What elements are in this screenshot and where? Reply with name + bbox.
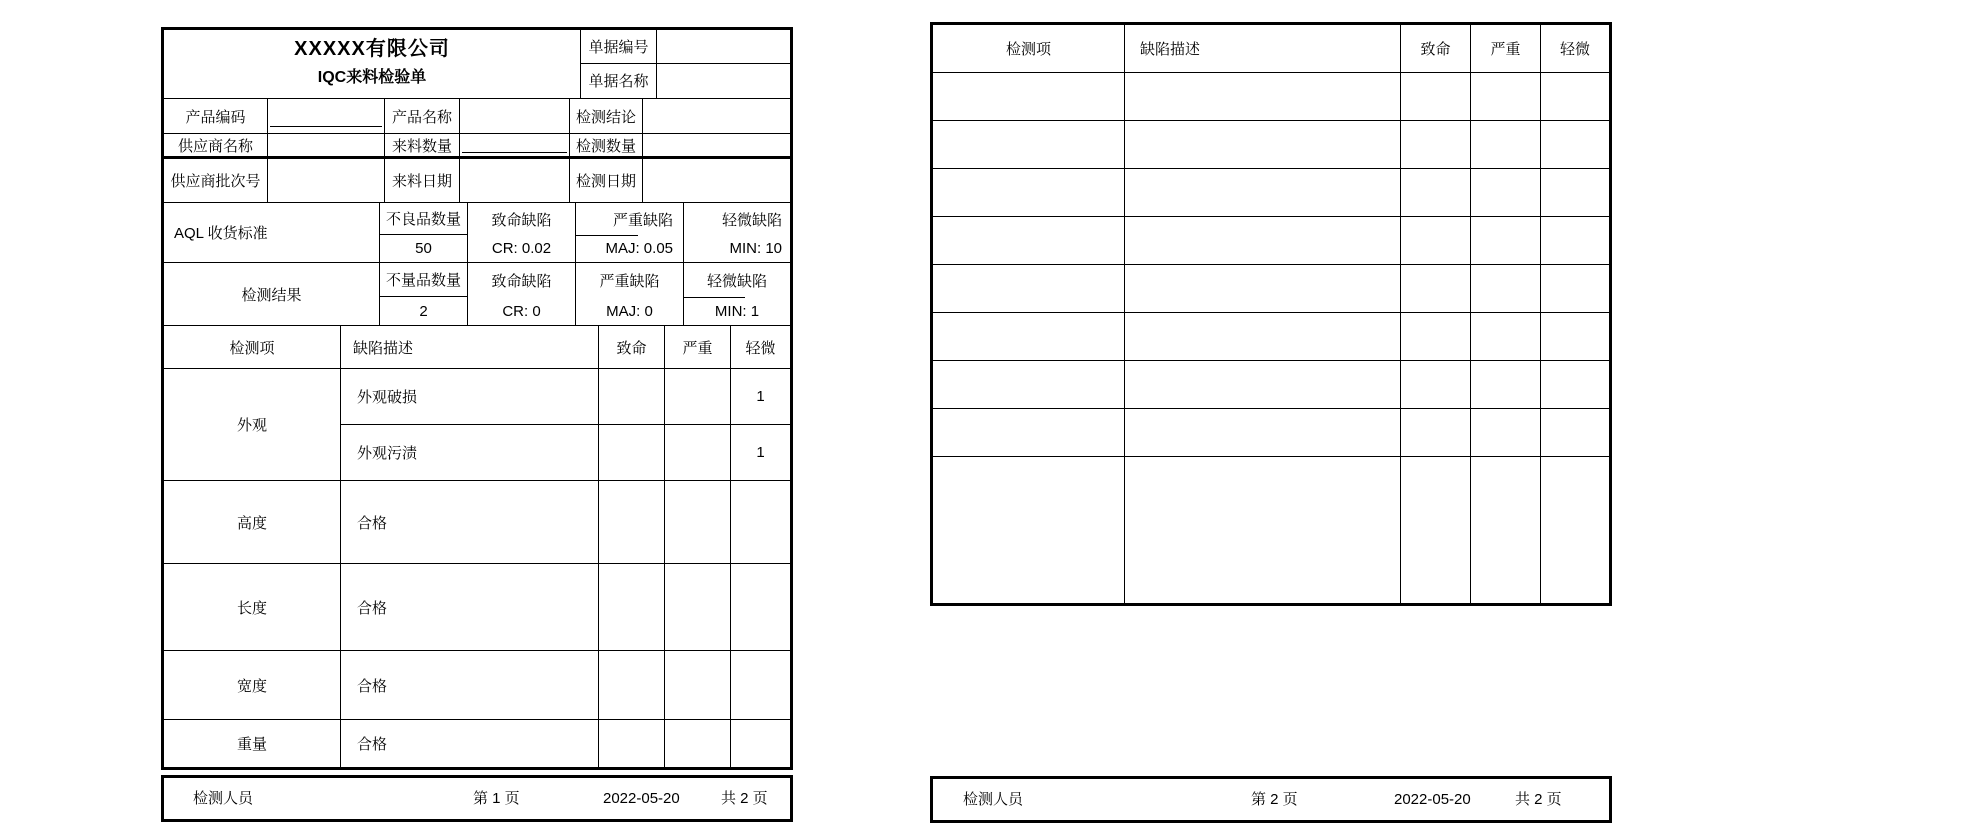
critical-cell xyxy=(599,564,665,650)
desc-cell xyxy=(1125,361,1401,408)
result-critical-value: CR: 0 xyxy=(502,302,541,320)
table-row xyxy=(164,369,790,481)
desc-cell: 外观污渍 xyxy=(341,425,599,481)
incoming-qty-value xyxy=(460,134,570,156)
aql-defect-qty-header: 不良品数量 xyxy=(380,203,467,235)
major-cell xyxy=(1471,121,1541,168)
inspect-result-label: 检测结果 xyxy=(164,263,380,325)
minor-cell xyxy=(1541,121,1609,168)
critical-cell xyxy=(1401,457,1471,603)
critical-cell xyxy=(599,720,665,767)
doc-no-label: 单据编号 xyxy=(581,30,657,63)
minor-cell xyxy=(1541,313,1609,360)
item-cell: 宽度 xyxy=(164,651,341,719)
desc-cell xyxy=(1125,409,1401,456)
table-row xyxy=(164,651,790,720)
desc-cell: 合格 xyxy=(341,564,599,650)
report-date: 2022-05-20 xyxy=(1394,791,1471,808)
incoming-date-value xyxy=(460,159,570,202)
minor-cell xyxy=(1541,169,1609,216)
aql-minor-header: 轻微缺陷 xyxy=(721,211,782,229)
critical-cell xyxy=(599,651,665,719)
product-name-value xyxy=(460,99,570,133)
item-cell xyxy=(933,73,1125,120)
desc-cell: 外观破损 xyxy=(341,369,599,424)
supplier-batch-label: 供应商批次号 xyxy=(164,159,268,202)
minor-cell xyxy=(731,564,790,650)
minor-cell: 1 xyxy=(756,387,765,405)
item-cell: 长度 xyxy=(164,564,341,650)
table-row xyxy=(164,481,790,564)
doc-name-label: 单据名称 xyxy=(581,64,657,98)
aql-minor-value: MIN: 10 xyxy=(729,240,782,257)
major-cell xyxy=(665,651,731,719)
item-cell xyxy=(933,457,1125,603)
desc-cell xyxy=(1125,121,1401,168)
inspect-date-value xyxy=(643,159,790,202)
desc-cell xyxy=(1125,73,1401,120)
page-number: 第 1 页 xyxy=(473,790,520,807)
detail-header-critical: 致命 xyxy=(599,326,665,368)
item-cell xyxy=(933,361,1125,408)
inspector-signature-line xyxy=(963,779,1051,821)
report-date: 2022-05-20 xyxy=(603,790,680,807)
minor-cell xyxy=(731,651,790,719)
major-cell xyxy=(1471,313,1541,360)
conclusion-value xyxy=(643,99,790,133)
detail-header-major: 严重 xyxy=(665,326,731,368)
critical-cell xyxy=(599,369,665,424)
incoming-date-label: 来料日期 xyxy=(385,159,460,202)
critical-cell xyxy=(1401,313,1471,360)
major-cell xyxy=(665,369,731,424)
result-minor-header: 轻微缺陷 xyxy=(684,263,790,297)
product-name-label: 产品名称 xyxy=(385,99,460,133)
total-pages: 共 2 页 xyxy=(1515,791,1562,808)
item-cell xyxy=(933,169,1125,216)
major-cell xyxy=(665,720,731,767)
desc-cell xyxy=(1125,313,1401,360)
result-major-value: MAJ: 0 xyxy=(606,302,653,320)
product-code-value xyxy=(268,99,385,133)
item-cell xyxy=(933,313,1125,360)
detail-header-minor: 轻微 xyxy=(745,339,776,357)
minor-cell xyxy=(1541,265,1609,312)
page-2-form-table xyxy=(930,22,1612,606)
critical-cell xyxy=(1401,217,1471,264)
result-minor-value: MIN: 1 xyxy=(714,302,760,320)
detail-header-minor: 轻微 xyxy=(1559,41,1590,58)
item-cell: 高度 xyxy=(164,481,341,563)
major-cell xyxy=(665,481,731,563)
critical-cell xyxy=(1401,409,1471,456)
desc-cell xyxy=(1125,217,1401,264)
minor-cell xyxy=(1541,217,1609,264)
supplier-batch-value xyxy=(268,159,385,202)
table-row xyxy=(933,409,1609,457)
result-defect-qty-header: 不量品数量 xyxy=(380,263,467,297)
major-cell xyxy=(1471,361,1541,408)
incoming-qty-label: 来料数量 xyxy=(385,134,460,156)
desc-cell: 合格 xyxy=(341,481,599,563)
aql-critical-header: 致命缺陷 xyxy=(491,211,552,229)
item-cell xyxy=(933,409,1125,456)
aql-major-header: 严重缺陷 xyxy=(576,203,683,235)
table-row xyxy=(933,361,1609,409)
critical-cell xyxy=(599,481,665,563)
aql-standard-label: AQL 收货标准 xyxy=(164,203,380,262)
table-row xyxy=(933,313,1609,361)
conclusion-label: 检测结论 xyxy=(570,99,643,133)
desc-cell xyxy=(1125,457,1401,603)
major-cell xyxy=(665,564,731,650)
result-critical-header: 致命缺陷 xyxy=(491,272,552,290)
result-defect-qty-value: 2 xyxy=(419,302,428,320)
form-title: IQC来料检验单 xyxy=(317,68,427,86)
table-row xyxy=(164,720,790,767)
minor-cell xyxy=(1541,73,1609,120)
table-row xyxy=(933,73,1609,121)
company-name: XXXXX有限公司 xyxy=(294,38,450,61)
detail-header-desc: 缺陷描述 xyxy=(341,326,599,368)
aql-defect-qty-value: 50 xyxy=(415,240,432,257)
product-code-label: 产品编码 xyxy=(164,99,268,133)
inspector-signature-line xyxy=(193,778,298,820)
detail-header-item: 检测项 xyxy=(164,326,341,368)
detail-header-major: 严重 xyxy=(1471,25,1541,72)
doc-no-value xyxy=(657,30,790,63)
major-cell xyxy=(1471,457,1541,603)
total-pages: 共 2 页 xyxy=(721,790,768,807)
critical-cell xyxy=(1401,73,1471,120)
critical-cell xyxy=(1401,121,1471,168)
minor-cell xyxy=(731,481,790,563)
minor-cell: 1 xyxy=(756,443,765,461)
detail-header-critical: 致命 xyxy=(1401,25,1471,72)
major-cell xyxy=(1471,217,1541,264)
major-cell xyxy=(1471,169,1541,216)
item-cell: 重量 xyxy=(164,720,341,767)
desc-cell xyxy=(1125,169,1401,216)
page-number: 第 2 页 xyxy=(1251,791,1298,808)
table-row xyxy=(933,121,1609,169)
critical-cell xyxy=(1401,265,1471,312)
supplier-name-value xyxy=(268,134,385,156)
aql-critical-value: CR: 0.02 xyxy=(491,240,552,257)
minor-cell xyxy=(731,720,790,767)
major-cell xyxy=(1471,409,1541,456)
aql-major-value: MAJ: 0.05 xyxy=(605,240,673,257)
result-major-header: 严重缺陷 xyxy=(599,272,660,290)
minor-cell xyxy=(1541,409,1609,456)
table-row xyxy=(933,457,1609,603)
critical-cell xyxy=(1401,169,1471,216)
critical-cell xyxy=(1401,361,1471,408)
supplier-name-label: 供应商名称 xyxy=(164,134,268,156)
major-cell xyxy=(665,425,731,481)
table-row xyxy=(164,564,790,651)
page-2-footer: 检测人员 第 2 页 2022-05-20 共 2 页 xyxy=(930,776,1612,823)
major-cell xyxy=(1471,265,1541,312)
critical-cell xyxy=(599,425,665,481)
item-cell: 外观 xyxy=(164,369,341,480)
item-cell xyxy=(933,217,1125,264)
desc-cell: 合格 xyxy=(341,720,599,767)
page-1-footer: 检测人员 第 1 页 2022-05-20 共 2 页 xyxy=(161,775,793,822)
table-row xyxy=(933,169,1609,217)
item-cell xyxy=(933,121,1125,168)
detail-header-desc: 缺陷描述 xyxy=(1125,25,1401,72)
doc-name-value xyxy=(657,64,790,98)
item-cell xyxy=(933,265,1125,312)
table-row xyxy=(933,265,1609,313)
desc-cell xyxy=(1125,265,1401,312)
form-title-block xyxy=(164,30,581,98)
inspect-date-label: 检测日期 xyxy=(570,159,643,202)
desc-cell: 合格 xyxy=(341,651,599,719)
minor-cell xyxy=(1541,457,1609,603)
table-row xyxy=(933,217,1609,265)
minor-cell xyxy=(1541,361,1609,408)
page-1-form-table xyxy=(161,27,793,770)
inspect-qty-label: 检测数量 xyxy=(570,134,643,156)
major-cell xyxy=(1471,73,1541,120)
inspect-qty-value xyxy=(643,134,790,156)
detail-header-item: 检测项 xyxy=(933,25,1125,72)
